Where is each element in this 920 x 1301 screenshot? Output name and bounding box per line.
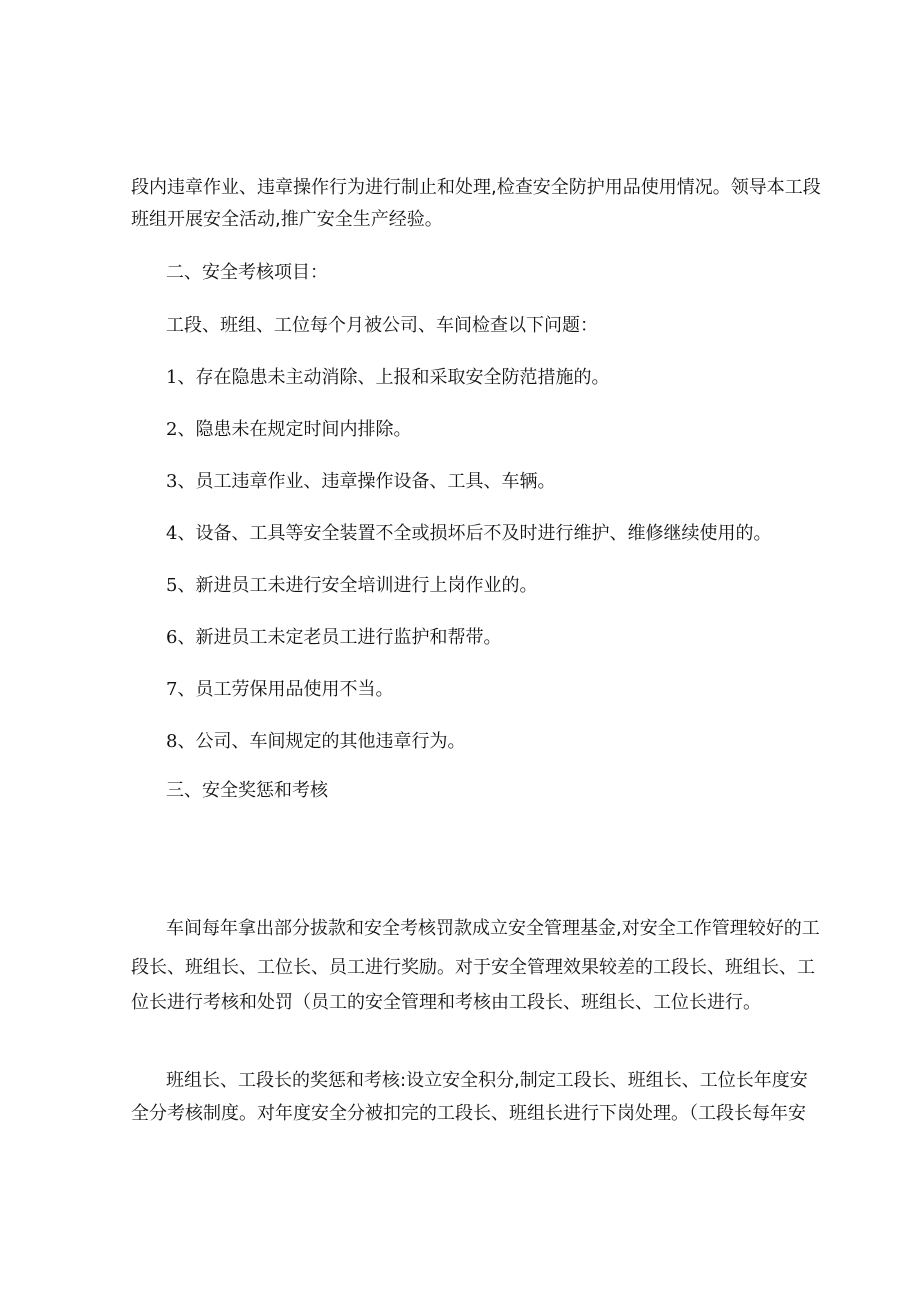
para1-line-1: 车间每年拿出部分拔款和安全考核罚款成立安全管理基金,对安全工作管理较好的工 bbox=[166, 918, 820, 939]
list-item-number: 3 bbox=[166, 471, 178, 492]
para2-line-1: 班组长、工段长的奖惩和考核:设立安全积分,制定工段长、班组长、工位长年度安 bbox=[166, 1070, 808, 1091]
list-item-text: 、公司、车间规定的其他违章行为。 bbox=[177, 731, 466, 752]
para1-line-3: 位长进行考核和处罚（员工的安全管理和考核由工段长、班组长、工位长进行。 bbox=[131, 992, 761, 1013]
para1-line-2: 段长、班组长、工位长、员工进行奖励。对于安全管理效果较差的工段长、班组长、工 bbox=[131, 957, 815, 978]
list-item-text: 、新进员工未定老员工进行监护和帮带。 bbox=[177, 627, 502, 648]
list-item-text: 、隐患未在规定时间内排除。 bbox=[177, 419, 412, 440]
para2-line-2: 全分考核制度。对年度安全分被扣完的工段长、班组长进行下岗处理。（工段长每年安 bbox=[131, 1103, 806, 1124]
section2-heading: 二、安全考核项目： bbox=[166, 262, 328, 283]
list-item-text: 、存在隐患未主动消除、上报和采取安全防范措施的。 bbox=[177, 367, 610, 388]
list-item-number: 4 bbox=[166, 523, 178, 544]
list-item bbox=[166, 729, 465, 755]
list-item bbox=[166, 521, 771, 547]
section2-lead: 工段、班组、工位每个月被公司、车间检查以下问题： bbox=[166, 315, 598, 336]
list-item bbox=[166, 365, 609, 391]
list-item-number: 7 bbox=[166, 679, 178, 700]
list-item bbox=[166, 417, 411, 443]
list-item-text: 、员工劳保用品使用不当。 bbox=[177, 679, 394, 700]
intro-line-2: 班组开展安全活动,推广安全生产经验。 bbox=[131, 209, 443, 230]
list-item bbox=[166, 573, 537, 599]
list-item-number: 1 bbox=[166, 367, 178, 388]
list-item-text: 、员工违章作业、违章操作设备、工具、车辆。 bbox=[177, 471, 556, 492]
list-item bbox=[166, 677, 393, 703]
list-item bbox=[166, 469, 555, 495]
list-item-text: 、设备、工具等安全装置不全或损坏后不及时进行维护、维修继续使用的。 bbox=[177, 523, 772, 544]
intro-line-1: 段内违章作业、违章操作行为进行制止和处理,检查安全防护用品使用情况。领导本工段 bbox=[131, 177, 821, 198]
list-item bbox=[166, 625, 501, 651]
list-item-number: 2 bbox=[166, 419, 178, 440]
list-item-number: 6 bbox=[166, 627, 178, 648]
section3-heading: 三、安全奖惩和考核 bbox=[166, 780, 328, 801]
list-item-number: 8 bbox=[166, 731, 178, 752]
list-item-number: 5 bbox=[166, 575, 178, 596]
list-item-text: 、新进员工未进行安全培训进行上岗作业的。 bbox=[177, 575, 538, 596]
